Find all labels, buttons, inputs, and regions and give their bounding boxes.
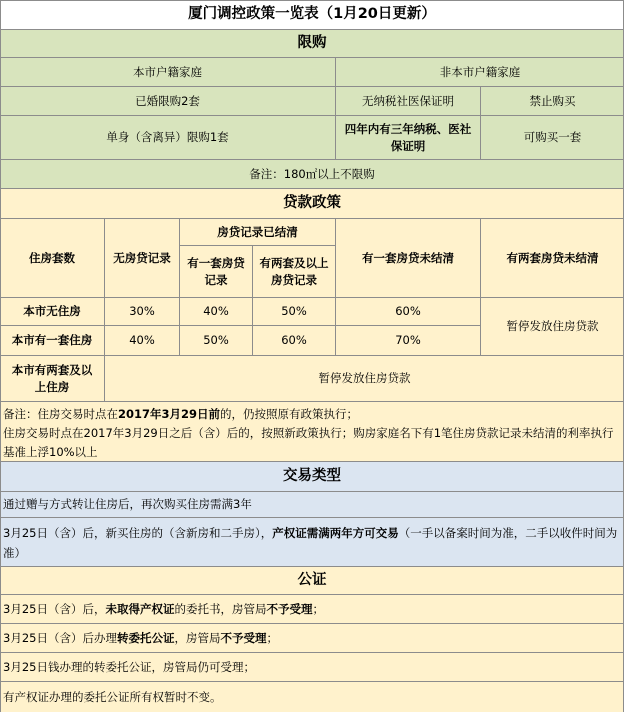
can-buy-one-cell: 可购买一套 xyxy=(523,130,582,144)
notary-item4: 有产权证办理的委托公证所有权暂时不变。 xyxy=(3,689,222,704)
loan-note-line1-a: 备注：住房交易时点在 xyxy=(3,407,118,421)
transaction-item1-row xyxy=(0,492,624,518)
suspend-loans-cell-bottom: 暂停发放住房贷款 xyxy=(318,371,411,385)
r2-one-unsettled-cell: 70% xyxy=(336,326,481,355)
loan-note-line1 xyxy=(3,405,622,424)
row-label-no-house: 本市无住房 xyxy=(0,298,105,325)
loan-note xyxy=(0,402,624,461)
two-unsettled-header: 有两套房贷未结清 xyxy=(506,250,599,265)
transaction-item2-b: 产权证需满两年方可交易 xyxy=(272,526,399,540)
notary-item3-row xyxy=(0,653,624,682)
notary-item2-b: 转委托公证 xyxy=(116,630,175,645)
loan-note-line2: 住房交易时点在2017年3月29日之后（含）后的，按照新政策执行；购房家庭名下有1笔住房贷款记录未结清的利率执行基准上浮10%以上 xyxy=(3,426,614,459)
r1-no-record-cell: 30% xyxy=(105,298,180,325)
transaction-item2-c: （一手以备案时间为准，二手以收件时间为准） xyxy=(3,526,618,560)
title-row xyxy=(0,0,624,30)
housing-count-header: 住房套数 xyxy=(0,219,105,297)
local-household-cell: 本市户籍家庭 xyxy=(0,58,336,86)
tax-3-of-4-cell: 四年内有三年纳税、医社保证明 xyxy=(336,116,481,159)
transaction-item2-row xyxy=(0,518,624,567)
r2-one-record-cell: 50% xyxy=(180,326,253,355)
loan-note-row xyxy=(0,402,624,462)
purchase-limit-header-row xyxy=(0,30,624,58)
notary-item3: 3月25日钱办理的转委托公证，房管局仍可受理； xyxy=(3,659,255,674)
no-record-header: 无房贷记录 xyxy=(105,219,180,297)
one-record-header: 有一套房贷记录 xyxy=(180,246,253,297)
row-label-two-houses: 本市有两套及以上住房 xyxy=(0,356,105,401)
settled-group-header xyxy=(180,219,336,297)
notary-header-row xyxy=(0,567,624,595)
single-row xyxy=(0,116,624,160)
notary-item1-e: ； xyxy=(312,601,324,616)
settled-group-label: 房贷记录已结清 xyxy=(180,219,335,246)
transaction-header-row xyxy=(0,462,624,492)
notary-item4-row xyxy=(0,682,624,712)
notary-item2-d: 不予受理 xyxy=(220,630,267,645)
r1-one-record-cell: 40% xyxy=(180,298,253,325)
row-label-one-house: 本市有一套住房 xyxy=(0,326,105,355)
page-title: 厦门调控政策一览表（1月20日更新） xyxy=(188,6,436,22)
r2-two-records-cell: 60% xyxy=(253,326,336,355)
nonlocal-household-cell: 非本市户籍家庭 xyxy=(439,64,521,79)
notary-item2-row xyxy=(0,624,624,653)
suspend-loans-cell-top: 暂停发放住房贷款 xyxy=(481,298,624,356)
loan-row-two-houses xyxy=(0,356,624,402)
two-records-header: 有两套及以上房贷记录 xyxy=(259,255,329,287)
notary-item2 xyxy=(0,624,624,652)
household-type-row xyxy=(0,58,624,87)
r2-no-record-cell: 40% xyxy=(105,326,180,355)
purchase-note: 备注：180㎡以上不限购 xyxy=(249,166,375,181)
notary-item1-row xyxy=(0,595,624,624)
loan-policy-header: 贷款政策 xyxy=(283,195,341,211)
notary-item1-c: 的委托书，房管局 xyxy=(174,601,267,616)
r1-two-records-cell: 50% xyxy=(253,298,336,325)
purchase-note-row xyxy=(0,160,624,189)
notary-header: 公证 xyxy=(297,572,327,588)
transaction-item1: 通过赠与方式转让住房后，再次购买住房需满3年 xyxy=(3,497,252,511)
notary-item2-c: ，房管局 xyxy=(174,630,221,645)
notary-item2-a: 3月25日（含）后办理 xyxy=(3,630,117,645)
married-limit-cell: 已婚限购2套 xyxy=(0,87,336,115)
purchase-limit-header: 限购 xyxy=(297,35,327,51)
notary-item2-e: ； xyxy=(266,630,278,645)
notary-item1 xyxy=(0,595,624,623)
married-row xyxy=(0,87,624,116)
transaction-item2 xyxy=(0,518,624,566)
loan-note-line1-c: 的，仍按照原有政策执行； xyxy=(220,407,359,421)
one-unsettled-header: 有一套房贷未结清 xyxy=(336,219,481,297)
r1-one-unsettled-cell: 60% xyxy=(336,298,481,325)
loan-note-date: 2017年3月29日前 xyxy=(118,407,221,421)
transaction-header: 交易类型 xyxy=(283,468,341,484)
ban-purchase-cell: 禁止购买 xyxy=(529,93,576,108)
transaction-item2-a: 3月25日（含）后，新买住房的（含新房和二手房）， xyxy=(3,526,273,540)
notary-item1-b: 未取得产权证 xyxy=(105,601,175,616)
notary-item1-a: 3月25日（含）后， xyxy=(3,601,106,616)
loan-table-header-row xyxy=(0,219,624,298)
loan-policy-header-row xyxy=(0,189,624,219)
notary-item1-d: 不予受理 xyxy=(266,601,313,616)
single-limit-cell: 单身（含离异）限购1套 xyxy=(0,116,336,159)
no-tax-social-cell: 无纳税社医保证明 xyxy=(336,87,481,115)
